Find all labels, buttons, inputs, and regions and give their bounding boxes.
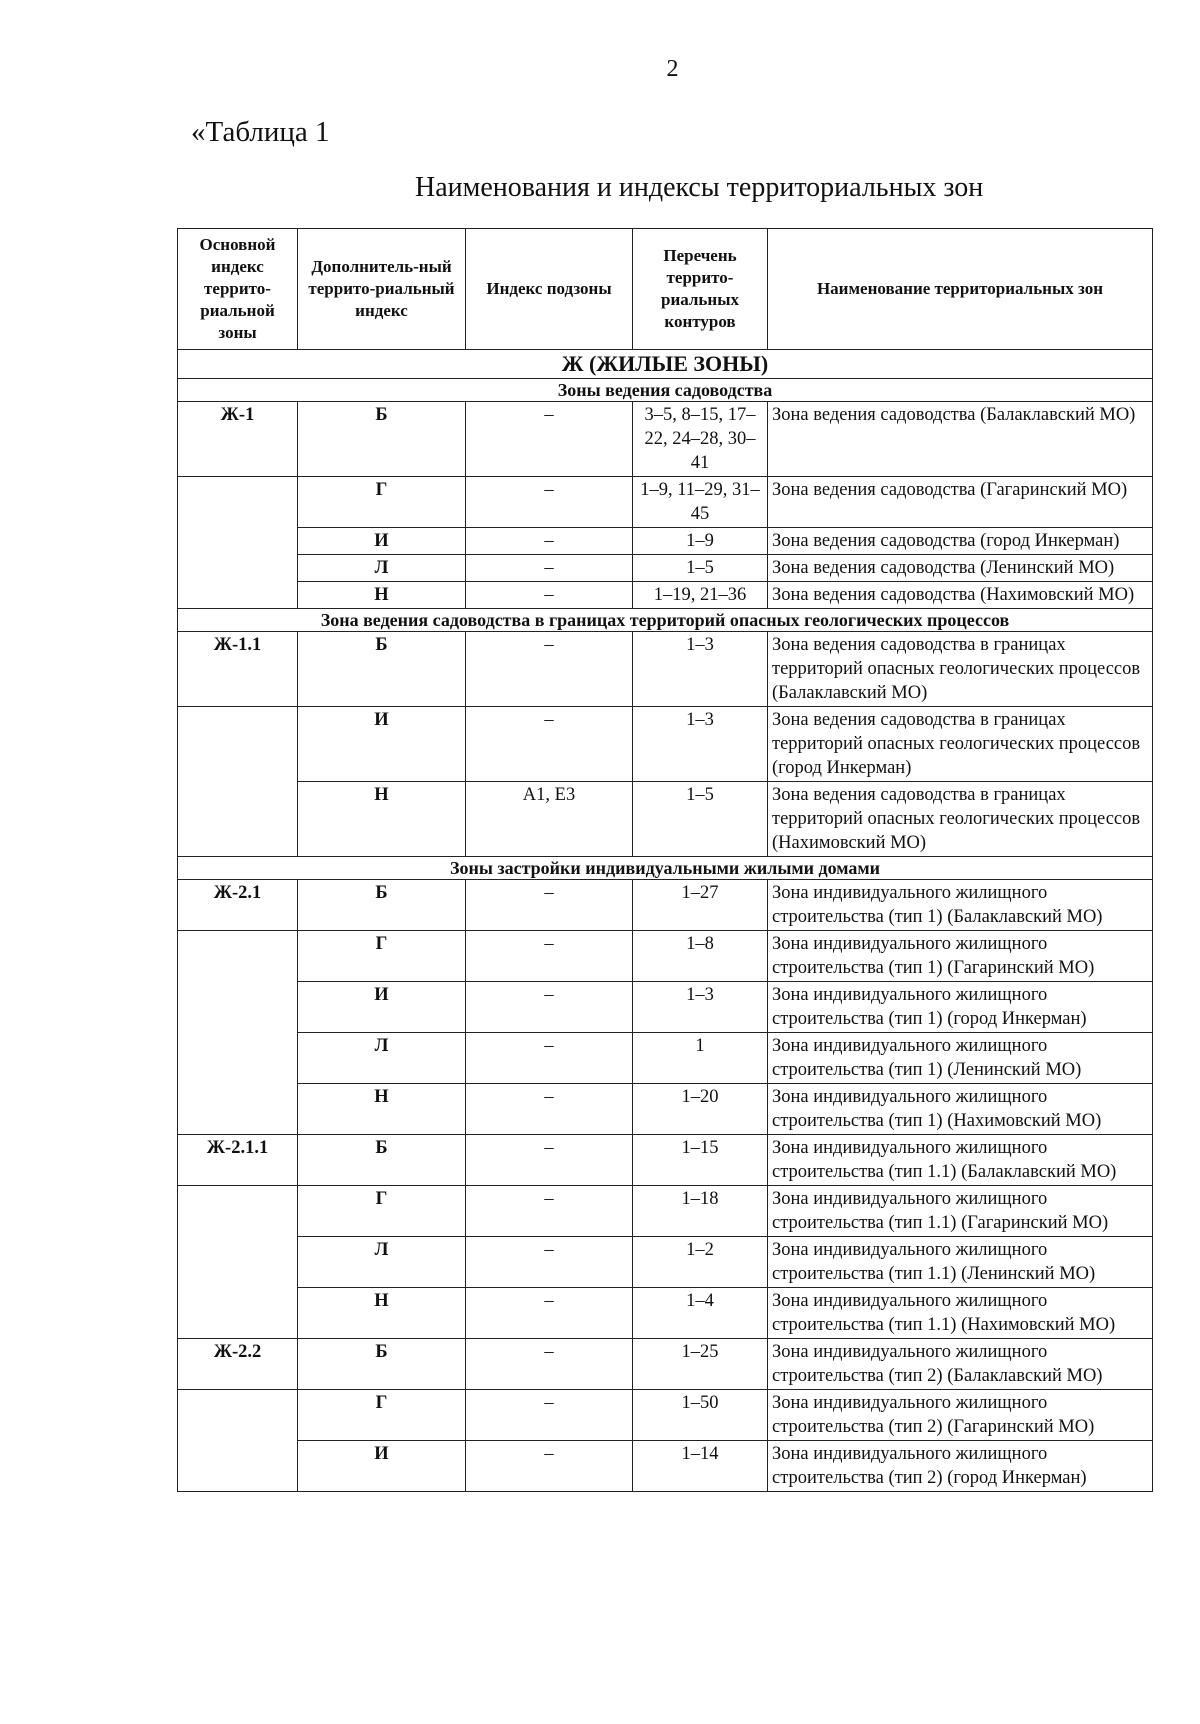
additional-index-cell: Г bbox=[298, 477, 466, 528]
table-row bbox=[178, 1237, 1153, 1288]
subzone-index-cell: – bbox=[466, 632, 633, 707]
table-body bbox=[178, 350, 1153, 1492]
subzone-index-cell: – bbox=[466, 707, 633, 782]
additional-index-cell: Г bbox=[298, 1186, 466, 1237]
contours-cell: 3–5, 8–15, 17–22, 24–28, 30–41 bbox=[633, 402, 768, 477]
contours-cell: 1–9, 11–29, 31–45 bbox=[633, 477, 768, 528]
additional-index-cell: Н bbox=[298, 582, 466, 609]
territorial-zones-table bbox=[177, 228, 1153, 1492]
contours-cell: 1–14 bbox=[633, 1441, 768, 1492]
zone-name-cell: Зона индивидуального жилищного строительства (тип 1.1) (Балаклавский МО) bbox=[768, 1135, 1153, 1186]
table-row bbox=[178, 402, 1153, 477]
zone-name-cell: Зона индивидуального жилищного строительства (тип 1.1) (Ленинский МО) bbox=[768, 1237, 1153, 1288]
zone-name-cell: Зона ведения садоводства в границах территорий опасных геологических процессов (Балаклавский МО) bbox=[768, 632, 1153, 707]
group-row bbox=[178, 379, 1153, 402]
table-row bbox=[178, 782, 1153, 857]
main-index-cell bbox=[178, 555, 298, 582]
subzone-index-cell: – bbox=[466, 555, 633, 582]
subzone-index-cell: – bbox=[466, 582, 633, 609]
table-row bbox=[178, 880, 1153, 931]
table-row bbox=[178, 1390, 1153, 1441]
zone-name-cell: Зона индивидуального жилищного строительства (тип 1) (Гагаринский МО) bbox=[768, 931, 1153, 982]
contours-cell: 1–4 bbox=[633, 1288, 768, 1339]
header-zone-name: Наименование территориальных зон bbox=[768, 229, 1153, 350]
subzone-index-cell: – bbox=[466, 1237, 633, 1288]
zone-name-cell: Зона индивидуального жилищного строительства (тип 1) (Нахимовский МО) bbox=[768, 1084, 1153, 1135]
contours-cell: 1–50 bbox=[633, 1390, 768, 1441]
contours-cell: 1–19, 21–36 bbox=[633, 582, 768, 609]
subzone-index-cell: – bbox=[466, 1186, 633, 1237]
zone-name-cell: Зона индивидуального жилищного строительства (тип 1.1) (Гагаринский МО) bbox=[768, 1186, 1153, 1237]
zone-name-cell: Зона индивидуального жилищного строительства (тип 1) (город Инкерман) bbox=[768, 982, 1153, 1033]
zone-name-cell: Зона индивидуального жилищного строительства (тип 2) (Гагаринский МО) bbox=[768, 1390, 1153, 1441]
subzone-index-cell: – bbox=[466, 1339, 633, 1390]
subzone-index-cell: – bbox=[466, 1441, 633, 1492]
additional-index-cell: И bbox=[298, 528, 466, 555]
table-row bbox=[178, 1339, 1153, 1390]
main-index-cell bbox=[178, 982, 298, 1033]
main-index-cell bbox=[178, 1390, 298, 1441]
additional-index-cell: Б bbox=[298, 402, 466, 477]
main-index-cell bbox=[178, 707, 298, 782]
zone-name-cell: Зона индивидуального жилищного строительства (тип 1) (Ленинский МО) bbox=[768, 1033, 1153, 1084]
table-title: Наименования и индексы территориальных зон bbox=[415, 172, 984, 203]
zone-name-cell: Зона ведения садоводства в границах территорий опасных геологических процессов (город Инкерман) bbox=[768, 707, 1153, 782]
page-number: 2 bbox=[666, 56, 679, 82]
contours-cell: 1–8 bbox=[633, 931, 768, 982]
main-index-cell bbox=[178, 528, 298, 555]
main-index-cell: Ж-2.1 bbox=[178, 880, 298, 931]
group-row bbox=[178, 857, 1153, 880]
table-row bbox=[178, 1186, 1153, 1237]
zone-name-cell: Зона индивидуального жилищного строительства (тип 1.1) (Нахимовский МО) bbox=[768, 1288, 1153, 1339]
subzone-index-cell: – bbox=[466, 1288, 633, 1339]
table-header-row bbox=[178, 229, 1153, 350]
additional-index-cell: Б bbox=[298, 1339, 466, 1390]
group-title: Зоны ведения садоводства bbox=[178, 379, 1153, 402]
additional-index-cell: Н bbox=[298, 1084, 466, 1135]
zone-name-cell: Зона ведения садоводства (Ленинский МО) bbox=[768, 555, 1153, 582]
zone-name-cell: Зона индивидуального жилищного строительства (тип 2) (город Инкерман) bbox=[768, 1441, 1153, 1492]
subzone-index-cell: – bbox=[466, 1135, 633, 1186]
subzone-index-cell: А1, Е3 bbox=[466, 782, 633, 857]
additional-index-cell: И bbox=[298, 982, 466, 1033]
table-row bbox=[178, 632, 1153, 707]
table-row bbox=[178, 528, 1153, 555]
contours-cell: 1–25 bbox=[633, 1339, 768, 1390]
subzone-index-cell: – bbox=[466, 528, 633, 555]
table-row bbox=[178, 1441, 1153, 1492]
subzone-index-cell: – bbox=[466, 1033, 633, 1084]
subzone-index-cell: – bbox=[466, 982, 633, 1033]
additional-index-cell: Б bbox=[298, 632, 466, 707]
subzone-index-cell: – bbox=[466, 477, 633, 528]
table-row bbox=[178, 582, 1153, 609]
additional-index-cell: Г bbox=[298, 1390, 466, 1441]
contours-cell: 1–2 bbox=[633, 1237, 768, 1288]
additional-index-cell: Н bbox=[298, 1288, 466, 1339]
main-index-cell bbox=[178, 931, 298, 982]
contours-cell: 1–15 bbox=[633, 1135, 768, 1186]
main-index-cell bbox=[178, 1441, 298, 1492]
main-index-cell bbox=[178, 1033, 298, 1084]
main-index-cell: Ж-2.1.1 bbox=[178, 1135, 298, 1186]
contours-cell: 1–27 bbox=[633, 880, 768, 931]
main-index-cell bbox=[178, 1084, 298, 1135]
group-row bbox=[178, 609, 1153, 632]
table-row bbox=[178, 982, 1153, 1033]
group-title: Зона ведения садоводства в границах территорий опасных геологических процессов bbox=[178, 609, 1153, 632]
main-index-cell bbox=[178, 1186, 298, 1237]
main-index-cell: Ж-1 bbox=[178, 402, 298, 477]
header-contours-list: Перечень террито-риальных контуров bbox=[633, 229, 768, 350]
main-index-cell bbox=[178, 1237, 298, 1288]
table-row bbox=[178, 1288, 1153, 1339]
additional-index-cell: Б bbox=[298, 880, 466, 931]
contours-cell: 1 bbox=[633, 1033, 768, 1084]
main-index-cell: Ж-2.2 bbox=[178, 1339, 298, 1390]
table-row bbox=[178, 477, 1153, 528]
additional-index-cell: Г bbox=[298, 931, 466, 982]
subzone-index-cell: – bbox=[466, 880, 633, 931]
header-additional-index: Дополнитель-ный террито-риальный индекс bbox=[298, 229, 466, 350]
main-index-cell bbox=[178, 477, 298, 528]
section-row bbox=[178, 350, 1153, 379]
table-row bbox=[178, 1033, 1153, 1084]
main-index-cell bbox=[178, 782, 298, 857]
contours-cell: 1–5 bbox=[633, 555, 768, 582]
subzone-index-cell: – bbox=[466, 402, 633, 477]
zone-name-cell: Зона индивидуального жилищного строительства (тип 1) (Балаклавский МО) bbox=[768, 880, 1153, 931]
additional-index-cell: Б bbox=[298, 1135, 466, 1186]
contours-cell: 1–5 bbox=[633, 782, 768, 857]
zone-name-cell: Зона ведения садоводства (город Инкерман) bbox=[768, 528, 1153, 555]
additional-index-cell: Н bbox=[298, 782, 466, 857]
section-title: Ж (ЖИЛЫЕ ЗОНЫ) bbox=[178, 350, 1153, 379]
subzone-index-cell: – bbox=[466, 1390, 633, 1441]
table-caption: «Таблица 1 bbox=[191, 116, 330, 148]
main-index-cell bbox=[178, 1288, 298, 1339]
subzone-index-cell: – bbox=[466, 931, 633, 982]
header-subzone-index: Индекс подзоны bbox=[466, 229, 633, 350]
subzone-index-cell: – bbox=[466, 1084, 633, 1135]
table-row bbox=[178, 1135, 1153, 1186]
contours-cell: 1–18 bbox=[633, 1186, 768, 1237]
table-row bbox=[178, 931, 1153, 982]
table-row bbox=[178, 1084, 1153, 1135]
additional-index-cell: Л bbox=[298, 555, 466, 582]
additional-index-cell: Л bbox=[298, 1237, 466, 1288]
additional-index-cell: Л bbox=[298, 1033, 466, 1084]
table-row bbox=[178, 555, 1153, 582]
additional-index-cell: И bbox=[298, 707, 466, 782]
contours-cell: 1–20 bbox=[633, 1084, 768, 1135]
contours-cell: 1–3 bbox=[633, 707, 768, 782]
table-row bbox=[178, 707, 1153, 782]
contours-cell: 1–3 bbox=[633, 632, 768, 707]
header-main-index: Основной индекс террито-риальной зоны bbox=[178, 229, 298, 350]
zone-name-cell: Зона индивидуального жилищного строительства (тип 2) (Балаклавский МО) bbox=[768, 1339, 1153, 1390]
zone-name-cell: Зона ведения садоводства (Нахимовский МО) bbox=[768, 582, 1153, 609]
main-index-cell: Ж-1.1 bbox=[178, 632, 298, 707]
zone-name-cell: Зона ведения садоводства в границах территорий опасных геологических процессов (Нахимовский МО) bbox=[768, 782, 1153, 857]
additional-index-cell: И bbox=[298, 1441, 466, 1492]
main-index-cell bbox=[178, 582, 298, 609]
group-title: Зоны застройки индивидуальными жилыми домами bbox=[178, 857, 1153, 880]
zone-name-cell: Зона ведения садоводства (Гагаринский МО) bbox=[768, 477, 1153, 528]
zone-name-cell: Зона ведения садоводства (Балаклавский МО) bbox=[768, 402, 1153, 477]
contours-cell: 1–9 bbox=[633, 528, 768, 555]
contours-cell: 1–3 bbox=[633, 982, 768, 1033]
